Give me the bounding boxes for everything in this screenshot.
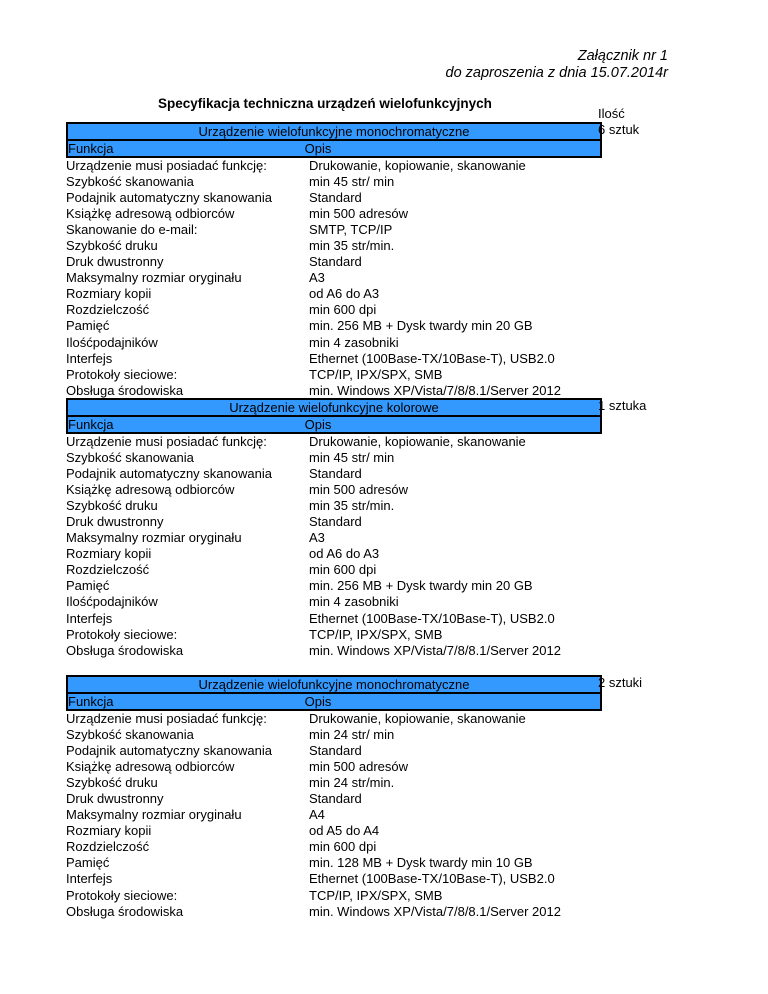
spec-description: od A5 do A4 — [309, 823, 380, 839]
spec-function: Obsługa środowiska — [66, 903, 184, 919]
spec-description: Standard — [309, 466, 362, 482]
spec-row — [66, 643, 602, 659]
spec-function: Szybkość druku — [66, 498, 158, 514]
section-title: Urządzenie wielofunkcyjne monochromatyczne — [198, 124, 470, 139]
spec-row — [66, 351, 602, 367]
spec-function: Podajnik automatyczny skanowania — [66, 190, 272, 206]
spec-description: A4 — [309, 807, 325, 823]
spec-row — [66, 611, 602, 627]
spec-function: Skanowanie do e-mail: — [66, 222, 198, 238]
spec-description: min. 256 MB + Dysk twardy min 20 GB — [309, 578, 533, 594]
spec-function: Urządzenie musi posiadać funkcję: — [66, 158, 267, 173]
spec-description: min 600 dpi — [309, 839, 377, 855]
spec-function: Maksymalny rozmiar oryginału — [66, 807, 242, 823]
spec-row — [66, 206, 602, 222]
spec-function: Podajnik automatyczny skanowania — [66, 466, 272, 482]
column-header-function: Funkcja — [68, 694, 114, 709]
spec-description: Ethernet (100Base-TX/10Base-T), USB2.0 — [309, 871, 555, 887]
spec-row — [66, 498, 602, 514]
spec-description: A3 — [309, 530, 325, 546]
spec-description: min 500 adresów — [309, 482, 408, 498]
spec-row — [66, 238, 602, 254]
attachment-number: Załącznik nr 1 — [577, 48, 668, 64]
spec-row — [66, 318, 602, 334]
spec-function: Rozdzielczość — [66, 839, 150, 855]
spec-description: Drukowanie, kopiowanie, skanowanie — [309, 158, 526, 173]
spec-row — [66, 174, 602, 190]
spec-row — [66, 514, 602, 530]
section-title: Urządzenie wielofunkcyjne kolorowe — [229, 400, 439, 415]
spec-function: Protokoły sieciowe: — [66, 887, 178, 903]
spec-function: Obsługa środowiska — [66, 642, 184, 658]
spec-section — [66, 398, 602, 659]
spec-row — [66, 727, 602, 743]
spec-row — [66, 711, 602, 727]
spec-description: min. Windows XP/Vista/7/8/8.1/Server 2012 — [309, 382, 561, 398]
spec-function: Szybkość skanowania — [66, 450, 194, 466]
spec-function: Książkę adresową odbiorców — [66, 759, 235, 775]
column-header-description: Opis — [304, 417, 332, 432]
spec-function: Protokoły sieciowe: — [66, 366, 178, 382]
spec-function: Szybkość druku — [66, 775, 158, 791]
spec-row — [66, 627, 602, 643]
spec-row — [66, 190, 602, 206]
spec-description: min 600 dpi — [309, 302, 377, 318]
spec-description: TCP/IP, IPX/SPX, SMB — [309, 887, 443, 903]
column-header-description: Opis — [304, 694, 332, 709]
spec-function: Urządzenie musi posiadać funkcję: — [66, 711, 267, 726]
spec-row — [66, 270, 602, 286]
spec-function: Pamięć — [66, 855, 110, 871]
spec-description: min 35 str/min. — [309, 238, 395, 254]
spec-function: Szybkość skanowania — [66, 727, 194, 743]
column-header-band — [66, 694, 602, 711]
spec-row — [66, 222, 602, 238]
spec-row — [66, 158, 602, 174]
spec-description: Drukowanie, kopiowanie, skanowanie — [309, 711, 526, 726]
spec-row — [66, 775, 602, 791]
spec-description: min 45 str/ min — [309, 450, 395, 466]
spec-function: Książkę adresową odbiorców — [66, 206, 235, 222]
spec-row — [66, 482, 602, 498]
spec-function: Urządzenie musi posiadać funkcję: — [66, 434, 267, 449]
spec-description: A3 — [309, 270, 325, 286]
spec-description: min 4 zasobniki — [309, 594, 399, 610]
spec-row — [66, 823, 602, 839]
section-title: Urządzenie wielofunkcyjne monochromatyczne — [198, 677, 470, 692]
spec-row — [66, 594, 602, 610]
spec-function: Interfejs — [66, 610, 113, 626]
column-header-function: Funkcja — [68, 417, 114, 432]
spec-row — [66, 434, 602, 450]
spec-row — [66, 807, 602, 823]
spec-function: Druk dwustronny — [66, 514, 164, 530]
spec-description: min 35 str/min. — [309, 498, 395, 514]
spec-function: Książkę adresową odbiorców — [66, 482, 235, 498]
spec-function: Rozdzielczość — [66, 562, 150, 578]
section-title-band — [66, 398, 602, 417]
spec-section — [66, 675, 602, 920]
spec-function: Pamięć — [66, 578, 110, 594]
spec-function: Rozdzielczość — [66, 302, 150, 318]
spec-description: min. Windows XP/Vista/7/8/8.1/Server 2012 — [309, 642, 561, 658]
spec-row — [66, 743, 602, 759]
spec-description: min. Windows XP/Vista/7/8/8.1/Server 2012 — [309, 903, 561, 919]
column-header-description: Opis — [304, 141, 332, 156]
spec-row — [66, 759, 602, 775]
spec-description: Standard — [309, 514, 362, 530]
section-quantity: 1 sztuka — [598, 398, 647, 413]
section-quantity: 6 sztuk — [598, 122, 640, 137]
spec-description: min 500 adresów — [309, 759, 408, 775]
section-title-band — [66, 675, 602, 694]
spec-function: Rozmiary kopii — [66, 286, 152, 302]
spec-description: TCP/IP, IPX/SPX, SMB — [309, 626, 443, 642]
spec-function: Ilośćpodajników — [66, 594, 158, 610]
spec-function: Maksymalny rozmiar oryginału — [66, 270, 242, 286]
spec-row — [66, 383, 602, 399]
spec-function: Szybkość skanowania — [66, 174, 194, 190]
section-title-band — [66, 122, 602, 141]
spec-description: od A6 do A3 — [309, 286, 380, 302]
column-header-function: Funkcja — [68, 141, 114, 156]
column-header-band — [66, 417, 602, 434]
spec-description: min. 256 MB + Dysk twardy min 20 GB — [309, 318, 533, 334]
spec-row — [66, 367, 602, 383]
spec-row — [66, 871, 602, 887]
spec-description: min 24 str/ min — [309, 727, 395, 743]
spec-description: TCP/IP, IPX/SPX, SMB — [309, 366, 443, 382]
spec-function: Obsługa środowiska — [66, 382, 184, 398]
spec-row — [66, 466, 602, 482]
spec-row — [66, 839, 602, 855]
spec-function: Ilośćpodajników — [66, 334, 158, 350]
spec-function: Podajnik automatyczny skanowania — [66, 743, 272, 759]
spec-description: Ethernet (100Base-TX/10Base-T), USB2.0 — [309, 610, 555, 626]
spec-description: min 4 zasobniki — [309, 334, 399, 350]
spec-description: min 24 str/min. — [309, 775, 395, 791]
section-quantity: 2 sztuki — [598, 675, 643, 690]
spec-description: min 500 adresów — [309, 206, 408, 222]
spec-function: Interfejs — [66, 350, 113, 366]
spec-row — [66, 855, 602, 871]
spec-description: SMTP, TCP/IP — [309, 222, 393, 238]
spec-section — [66, 122, 602, 399]
spec-row — [66, 450, 602, 466]
spec-function: Rozmiary kopii — [66, 546, 152, 562]
spec-row — [66, 546, 602, 562]
spec-row — [66, 562, 602, 578]
spec-function: Druk dwustronny — [66, 254, 164, 270]
spec-description: Drukowanie, kopiowanie, skanowanie — [309, 434, 526, 449]
spec-function: Maksymalny rozmiar oryginału — [66, 530, 242, 546]
spec-row — [66, 254, 602, 270]
spec-row — [66, 302, 602, 318]
spec-function: Druk dwustronny — [66, 791, 164, 807]
spec-description: Standard — [309, 791, 362, 807]
document-title: Specyfikacja techniczna urządzeń wielofunkcyjnych — [158, 96, 492, 111]
spec-function: Rozmiary kopii — [66, 823, 152, 839]
spec-row — [66, 791, 602, 807]
spec-description: Ethernet (100Base-TX/10Base-T), USB2.0 — [309, 350, 555, 366]
spec-function: Pamięć — [66, 318, 110, 334]
spec-function: Protokoły sieciowe: — [66, 626, 178, 642]
spec-function: Szybkość druku — [66, 238, 158, 254]
spec-description: od A6 do A3 — [309, 546, 380, 562]
spec-row — [66, 578, 602, 594]
column-header-band — [66, 141, 602, 158]
spec-description: min. 128 MB + Dysk twardy min 10 GB — [309, 855, 533, 871]
spec-description: min 45 str/ min — [309, 174, 395, 190]
spec-row — [66, 286, 602, 302]
spec-description: Standard — [309, 190, 362, 206]
spec-description: min 600 dpi — [309, 562, 377, 578]
spec-description: Standard — [309, 254, 362, 270]
spec-description: Standard — [309, 743, 362, 759]
spec-function: Interfejs — [66, 871, 113, 887]
spec-row — [66, 530, 602, 546]
attachment-reference: do zaproszenia z dnia 15.07.2014r — [445, 65, 668, 81]
spec-row — [66, 335, 602, 351]
quantity-header: Ilość — [598, 106, 625, 121]
spec-row — [66, 888, 602, 904]
spec-row — [66, 904, 602, 920]
